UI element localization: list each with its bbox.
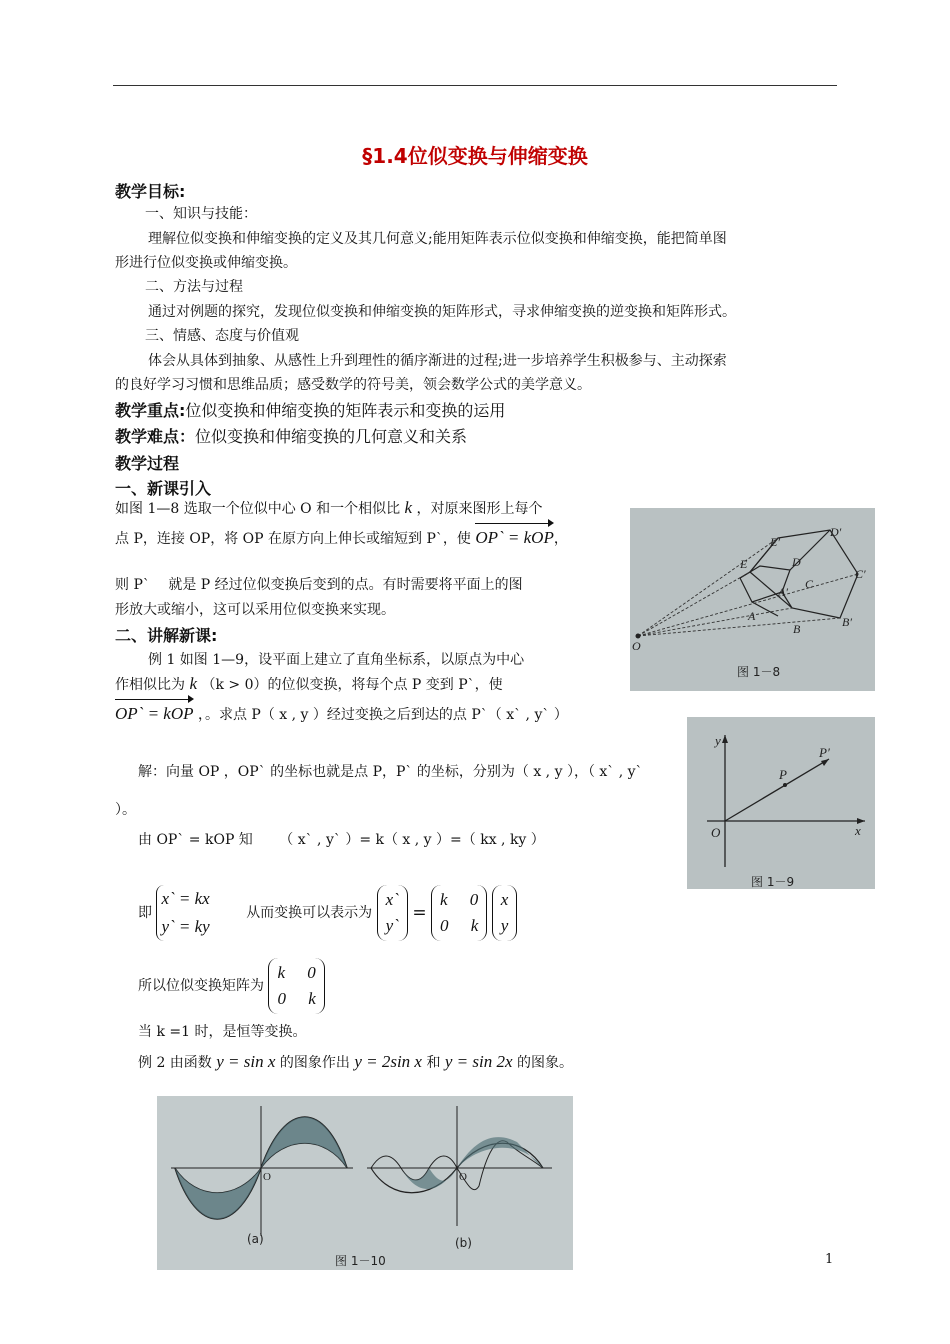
matrix-line bbox=[138, 958, 325, 1014]
system-brace bbox=[156, 885, 213, 941]
goals-s1-body-a: 理解位似变换和伸缩变换的定义及其几何意义;能用矩阵表示位似变换和伸缩变换，能把简单图 bbox=[148, 231, 727, 247]
goals-s3-body-b: 的良好学习习惯和思维品质；感受数学的符号美，领会数学公式的美学意义。 bbox=[115, 377, 591, 393]
goals-heading: 教学目标: bbox=[115, 182, 186, 201]
solution-line-a: 解：向量 OP ，OP` 的坐标也就是点 P，P` 的坐标，分别为（ x , y ），（ x` , y` bbox=[138, 764, 643, 780]
figure-1-10-sub-a: (a) bbox=[247, 1232, 264, 1246]
from-b: （ x` , y` ）= k（ x , y ）=（ kx , ky ） bbox=[279, 832, 545, 848]
goals-s3-body-a: 体会从具体到抽象、从感性上升到理性的循序渐进的过程;进一步培养学生积极参与、主动探索 bbox=[148, 353, 727, 369]
fig9-label-p: P bbox=[779, 767, 787, 782]
goals-s3-title: 三、情感、态度与价值观 bbox=[145, 328, 299, 344]
intro-line2: 点 P，连接 OP，将 OP 在原方向上伸长或缩短到 P`，使 OP` = kOP， bbox=[115, 526, 568, 551]
matrix-rhs: x y bbox=[492, 885, 518, 941]
matrix-lhs: x` y` bbox=[377, 885, 408, 941]
fig9-label-x: x bbox=[855, 823, 861, 838]
ex1-line-a: 例 1 如图 1—9，设平面上建立了直角坐标系，以原点为中心 bbox=[148, 652, 525, 668]
ex2-f1: y = sin x bbox=[216, 1052, 276, 1071]
fig8-label-b2: B′ bbox=[842, 615, 852, 629]
solution-line-b: ）。 bbox=[115, 802, 136, 818]
intro-l2-a: 点 P，连接 OP，将 OP 在原方向上伸长或缩短到 P`，使 bbox=[115, 531, 471, 547]
figure-1-10-sub-b: (b) bbox=[455, 1236, 472, 1250]
intro-l1-a: 如图 1—8 选取一个位似中心 O 和一个相似比 bbox=[115, 501, 401, 517]
figure-1-8-caption: 图 1－8 bbox=[737, 665, 781, 679]
ex2-f2: y = 2sin x bbox=[354, 1052, 422, 1071]
ex2-c: 和 bbox=[426, 1055, 441, 1071]
fig9-label-y: y bbox=[715, 733, 721, 748]
matrix-k: k 0 0 k bbox=[431, 885, 487, 941]
figure-1-9-drawing bbox=[687, 717, 875, 889]
lecture-heading: 二、讲解新课: bbox=[115, 626, 218, 645]
figure-1-10 bbox=[157, 1096, 573, 1270]
key-points bbox=[115, 398, 505, 421]
figure-1-10-caption: 图 1－10 bbox=[335, 1254, 386, 1268]
fig8-label-e2: E′ bbox=[770, 535, 780, 549]
ex1-b2: （k > 0）的位似变换，将每个点 P 变到 P`，使 bbox=[201, 677, 503, 693]
goals-s1-body-b: 形进行位似变换或伸缩变换。 bbox=[115, 255, 297, 271]
ie-label: 即 bbox=[138, 905, 152, 921]
from-line bbox=[138, 828, 545, 852]
ex2-a: 例 2 由函数 bbox=[138, 1055, 212, 1071]
goals-s1-title: 一、知识与技能： bbox=[145, 206, 257, 222]
figure-1-8 bbox=[630, 508, 875, 691]
system-eq1: x` = kx bbox=[161, 889, 210, 908]
fig8-label-a2: A′ bbox=[778, 585, 788, 599]
ex1-line-c bbox=[115, 702, 568, 727]
fig9-label-o: O bbox=[711, 825, 721, 840]
svg-text:O: O bbox=[263, 1171, 271, 1183]
so-text: 从而变换可以表示为 bbox=[246, 905, 373, 921]
figure-1-9-caption: 图 1－9 bbox=[751, 875, 795, 889]
fig8-label-o: O bbox=[632, 639, 641, 653]
fig8-label-a: A bbox=[748, 609, 756, 623]
fig8-label-b: B bbox=[793, 622, 801, 636]
figure-1-10-drawing bbox=[157, 1096, 573, 1270]
difficulty-text: 位似变换和伸缩变换的几何意义和关系 bbox=[195, 427, 468, 446]
fig8-label-c: C bbox=[805, 577, 814, 591]
page-title: §1.4位似变换与伸缩变换 bbox=[362, 144, 588, 168]
similarity-matrix: k 0 0 k bbox=[268, 958, 324, 1014]
intro-line3: 则 P` 就是 P 经过位似变换后变到的点。有时需要将平面上的图 bbox=[115, 577, 523, 593]
ex1-c2: ，。求点 P（ x , y ）经过变换之后到达的点 P`（ x` , y` ） bbox=[197, 707, 568, 723]
ex1-b1: 作相似比为 bbox=[115, 677, 185, 693]
intro-line4: 形放大或缩小，这可以采用位似变换来实现。 bbox=[115, 602, 395, 618]
goals-s2-title: 二、方法与过程 bbox=[145, 279, 243, 295]
fig9-label-p2: P′ bbox=[819, 745, 830, 760]
fig8-label-d: D bbox=[792, 555, 801, 569]
page-number: 1 bbox=[825, 1252, 834, 1267]
ex2-b: 的图象作出 bbox=[279, 1055, 350, 1071]
fig8-label-e: E bbox=[740, 557, 748, 571]
svg-text:O: O bbox=[459, 1171, 467, 1183]
fig8-label-d2: D′ bbox=[830, 525, 842, 539]
intro-eq: OP` = kOP bbox=[475, 526, 554, 550]
difficulty-points bbox=[115, 424, 467, 447]
process-heading: 教学过程 bbox=[115, 454, 180, 473]
ex1-eq: OP` = kOP bbox=[115, 702, 194, 726]
intro-k: k bbox=[404, 498, 413, 517]
from-a: 由 OP` = kOP 知 bbox=[138, 832, 253, 848]
system-line: 即 x` = kx y` = ky 从而变换可以表示为 x` y` = k 0 0 k x y bbox=[138, 885, 517, 941]
intro-heading: 一、新课引入 bbox=[115, 479, 212, 498]
ex1-line-b: 作相似比为 k （k > 0）的位似变换，将每个点 P 变到 P`，使 bbox=[115, 674, 503, 693]
key-label: 教学重点: bbox=[115, 401, 186, 420]
header-rule bbox=[113, 85, 837, 86]
key-text: 位似变换和伸缩变换的矩阵表示和变换的运用 bbox=[185, 401, 506, 420]
matrix-text: 所以位似变换矩阵为 bbox=[138, 978, 264, 994]
figure-1-9 bbox=[687, 717, 875, 889]
ex2-line bbox=[138, 1050, 573, 1075]
ex2-f3: y = sin 2x bbox=[444, 1052, 513, 1071]
intro-l1-b: ，对原来图形上每个 bbox=[416, 501, 543, 517]
identity-line: 当 k =1 时，是恒等变换。 bbox=[138, 1024, 307, 1040]
difficulty-label: 教学难点： bbox=[115, 427, 196, 446]
fig8-label-c2: C′ bbox=[855, 567, 866, 581]
system-eq2: y` = ky bbox=[161, 917, 210, 936]
intro-line1 bbox=[115, 496, 543, 521]
goals-s2-body: 通过对例题的探究，发现位似变换和伸缩变换的矩阵形式，寻求伸缩变换的逆变换和矩阵形式。 bbox=[148, 304, 736, 320]
ex2-d: 的图象。 bbox=[517, 1055, 573, 1071]
